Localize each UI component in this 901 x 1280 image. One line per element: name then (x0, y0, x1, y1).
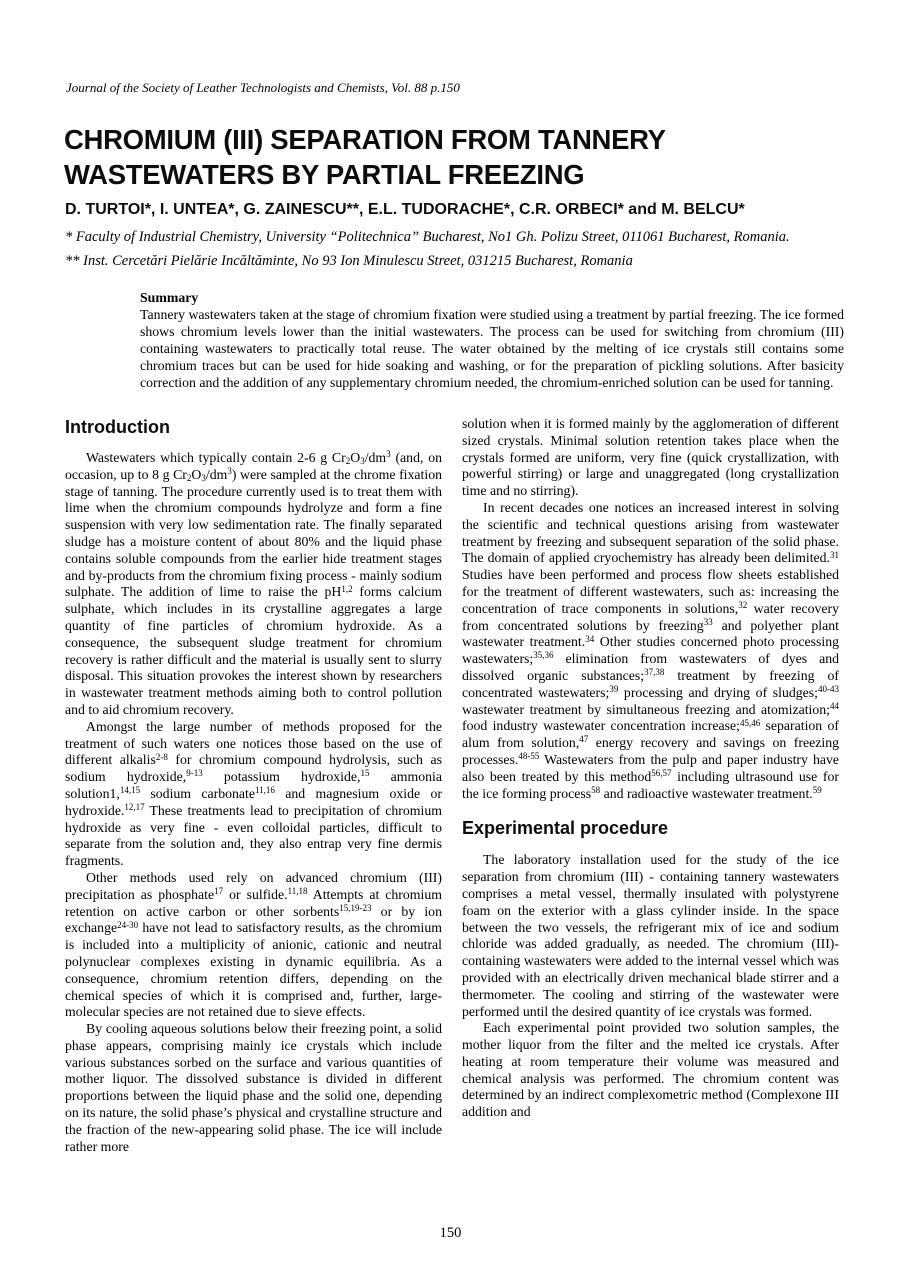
introduction-paragraph-4-continued: solution when it is formed mainly by the agglomeration of different sized crystals. Minimal solution retention takes place when the crystals formed are uniform, very fine (quick crystallization, with powerful stirring) or large and unaggregated (long crystallization time and no stirring). (462, 416, 839, 499)
introduction-paragraph-5: In recent decades one notices an increased interest in solving the scientific and technical questions arising from wastewater treatment by freezing and subsequent separation of the solid phase. The domain of applied cryochemistry has already been delimited.$^{31}$ Studies have been performed and process flow sheets established for the treatment of different wastewaters, such as: increasing the concentration of trace components in solutions,$^{32}$ water recovery from concentrated solutions by freezing$^{33}$ and polyether plant wastewater treatment.$^{34}$ Other studies concerned photo processing wastewaters;$^{35,36}$ elimination from wastewaters of dyes and dissolved organic substances;$^{37,38}$ treatment by freezing of concentrated wastewaters;$^{39}$ processing and drying of sludges;$^{40-43}$ wastewater treatment by simultaneous freezing and atomization;$^{44}$ food industry wastewater concentration increase;$^{45,46}$ separation of alum from solution,$^{47}$ energy recovery and savings on freezing processes.$^{48-55}$ Wastewaters from the pulp and paper industry have also been treated by this method$^{56,57}$ including ultrasound use for the ice forming process$^{58}$ and radioactive wastewater treatment.$^{59}$ (462, 499, 840, 801)
authors-line: D. TURTOI*, I. UNTEA*, G. ZAINESCU**, E.L. TUDORACHE*, C.R. ORBECI* and M. BELCU* (65, 201, 745, 218)
page-number: 150 (439, 1225, 462, 1241)
paper-title-line-1: CHROMIUM (III) SEPARATION FROM TANNERY (64, 124, 666, 155)
journal-header-line: Journal of the Society of Leather Technologists and Chemists, Vol. 88 p.150 (66, 80, 460, 95)
section-heading-introduction: Introduction (65, 417, 170, 437)
introduction-paragraph-3: Other methods used rely on advanced chromium (III) precipitation as phosphate$^{17}$ or sulfide.$^{11,18}$ Attempts at chromium retention on active carbon or other sorbents$^{15,19-23}$ or by ion exchange$^{24-30}$ have not lead to satisfactory results, as the chromium is included into a multiplicity of anionic, cationic and neutral polynuclear complexes existing in dynamic equilibria. As a consequence, chromium retention differs, depending on the chemical species of which it is comprised and, further, large-molecular species are not retained due to sieve effects. (65, 869, 442, 1020)
experimental-paragraph-2: Each experimental point provided two solution samples, the mother liquor from the filter and the melted ice crystals. After heating at room temperature their volume was measured and chemical analysis was performed. The chromium content was determined by an indirect complexometric method (Complexone III addition and (462, 1020, 839, 1120)
introduction-paragraph-1: Wastewaters which typically contain 2-6 g $Cr_2O_3/dm^3$ (and, on occasion, up to 8 g $Cr_2O_3/dm^3$) were sampled at the chrome fixation stage of tanning. The procedure currently used is to treat them with lime when the chromium compounds hydrolyze and form a fine suspension with very low sedimentation rate. The finally separated sludge has a moisture content of about 80% and the liquid phase contains soluble compounds from the earlier hide treatment stages and by-products from the chromium fixing process - mainly sodium sulphate. The addition of lime to raise the pH$^{1,2}$ forms calcium sulphate, which includes in its crystalline aggregates a large quantity of fine particles of chromium hydroxide. As a consequence, the subsequent sludge treatment for chromium recovery is rather difficult and the material is usually sent to slurry disposal. This situation provokes the interest shown by researchers in wastewater treatment methods aiming both to control pollution and to aid chromium recovery. (65, 449, 442, 717)
affiliation-secondary: ** Inst. Cercetări Pielărie Incăltăminte, No 93 Ion Minulescu Street, 031215 Bucharest, Romania (65, 252, 633, 269)
summary-heading: Summary (140, 290, 199, 305)
introduction-paragraph-4-left: By cooling aqueous solutions below their freezing point, a solid phase appears, comprising mainly ice crystals which include various substances sorbed on the surface and various quantities of mother liquor. The dissolved substance is divided in different proportions between the liquid phase and the solid one, depending on its nature, the solid phase’s physical and crystalline structure and the fraction of the new-appearing solid phase. The ice will include rather more (65, 1021, 442, 1154)
affiliations-block (65, 226, 855, 273)
left-column (65, 416, 442, 1155)
paper-title-line-2: WASTEWATERS BY PARTIAL FREEZING (64, 159, 585, 190)
summary-text: Tannery wastewaters taken at the stage of chromium fixation were studied using a treatment by partial freezing. The ice formed shows chromium levels lower than the initial wastewaters. The process can be used for switching from chromium (III) containing wastewaters to practically total reuse. The water obtained by the melting of ice crystals still contains some chromium traces but can be used for hide soaking and washing, or for the preparation of pickling solutions. After basicity correction and the addition of any supplementary chromium needed, the chromium-enriched solution can be used for tanning. (140, 307, 844, 390)
affiliation-primary: * Faculty of Industrial Chemistry, University “Politechnica” Bucharest, No1 Gh. Polizu Street, 011061 Bucharest, Romania. (65, 229, 790, 245)
right-column (462, 416, 839, 1155)
summary-section (140, 289, 844, 391)
introduction-paragraph-2: Amongst the large number of methods proposed for the treatment of such waters one notices those based on the use of different alkalis$^{2-8}$ for chromium compound hydrolysis, such as sodium hydroxide,$^{9-13}$ potassium hydroxide,$^{15}$ ammonia solution1,$^{14,15}$ sodium carbonate$^{11,16}$ and magnesium oxide or hydroxide.$^{12,17}$ These treatments lead to precipitation of chromium hydroxide as very fine - even colloidal particles, difficult to separate from the solution and, they also entrap very fine dermis fragments. (65, 718, 442, 869)
experimental-paragraph-1: The laboratory installation used for the study of the ice separation from chromium (III) - containing tannery wastewaters comprises a metal vessel, thermally insulated with polystyrene foam on the exterior with a glass cylinder inside. In the space between the two vessels, the refrigerant mix of ice and sodium chloride was added gradually, as needed. The chromium (III)-containing wastewaters were added to the internal vessel which was provided with an electrically driven mechanical blade stirrer and a thermometer. The cooling and stirring of the wastewater were performed until the desired quantity of ice crystals was formed. (462, 852, 839, 1019)
section-heading-experimental-procedure: Experimental procedure (462, 818, 669, 839)
content-columns (65, 416, 839, 1155)
paper-title (64, 122, 854, 192)
